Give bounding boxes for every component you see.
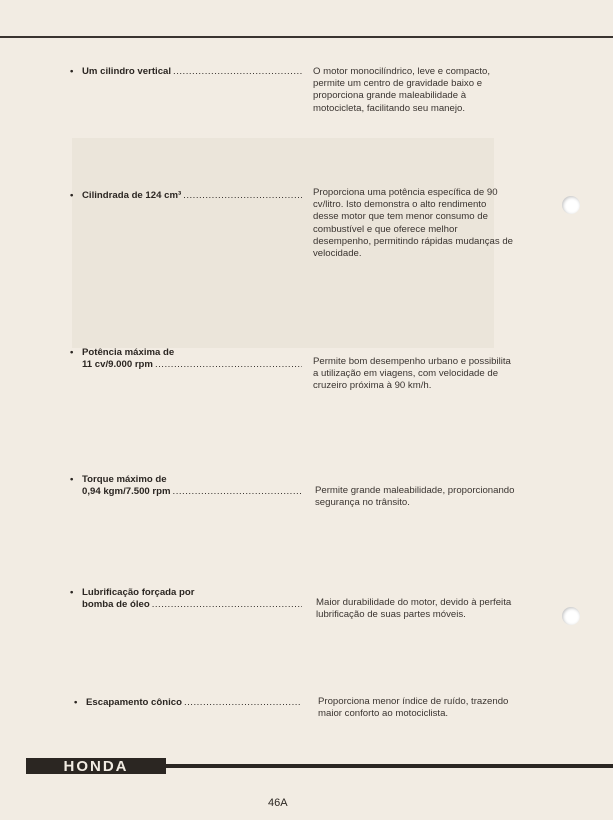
bullet-icon: • [70,347,74,358]
feature-text-line1: Lubrificação forçada por [82,587,195,598]
feature-text-line1: Potência máxima de [82,347,175,358]
binder-hole-bottom [562,607,580,625]
top-rule [0,36,613,38]
feature-text-line2: bomba de óleo [82,599,150,611]
feature-text: Cilindrada de 124 cm³ [82,190,182,201]
honda-footer-bar [26,758,613,774]
feature-text: Um cilindro vertical [82,66,172,77]
feature-text-line2: 11 cv/9.000 rpm [82,359,153,371]
leader-dots [173,66,302,78]
feature-label [70,190,302,202]
feature-label [70,474,302,498]
feature-text-line2: 0,94 kgm/7.500 rpm [82,486,171,498]
feature-description: Proporciona uma potência específica de 90 cv/litro. Isto demonstra o alto rendimento desse motor que tem menor consumo de combustível e que oferece melhor desempenho, permitindo rápidas mudanças de velocidade. [313,187,513,260]
leader-dots [152,599,302,611]
leader-dots [155,359,302,371]
bullet-icon: • [70,474,74,485]
feature-text: Escapamento cônico [86,697,182,708]
feature-description: Permite bom desempenho urbano e possibilita a utilização em viagens, com velocidade de cruzeiro próxima à 90 km/h. [313,356,511,392]
feature-label [70,347,302,371]
feature-label [70,587,302,611]
honda-logo: HONDA [63,758,129,774]
bullet-icon: • [70,190,74,201]
feature-label [70,66,302,78]
page-number: 46A [268,797,288,809]
feature-label [70,697,302,709]
leader-dots [183,190,302,202]
leader-dots [173,486,302,498]
feature-description: Maior durabilidade do motor, devido à perfeita lubrificação de suas partes móveis. [316,597,512,621]
feature-description: Permite grande maleabilidade, proporcionando segurança no trânsito. [315,485,515,509]
bullet-icon: • [74,697,78,708]
leader-dots [184,697,302,709]
bullet-icon: • [70,66,74,77]
feature-description: Proporciona menor índice de ruído, trazendo maior conforto ao motociclista. [318,696,509,720]
binder-hole-top [562,196,580,214]
bullet-icon: • [70,587,74,598]
feature-description: O motor monocilíndrico, leve e compacto, permite um centro de gravidade baixo e proporciona grande maleabilidade à motocicleta, facilitando seu manejo. [313,66,491,114]
feature-text-line1: Torque máximo de [82,474,167,485]
